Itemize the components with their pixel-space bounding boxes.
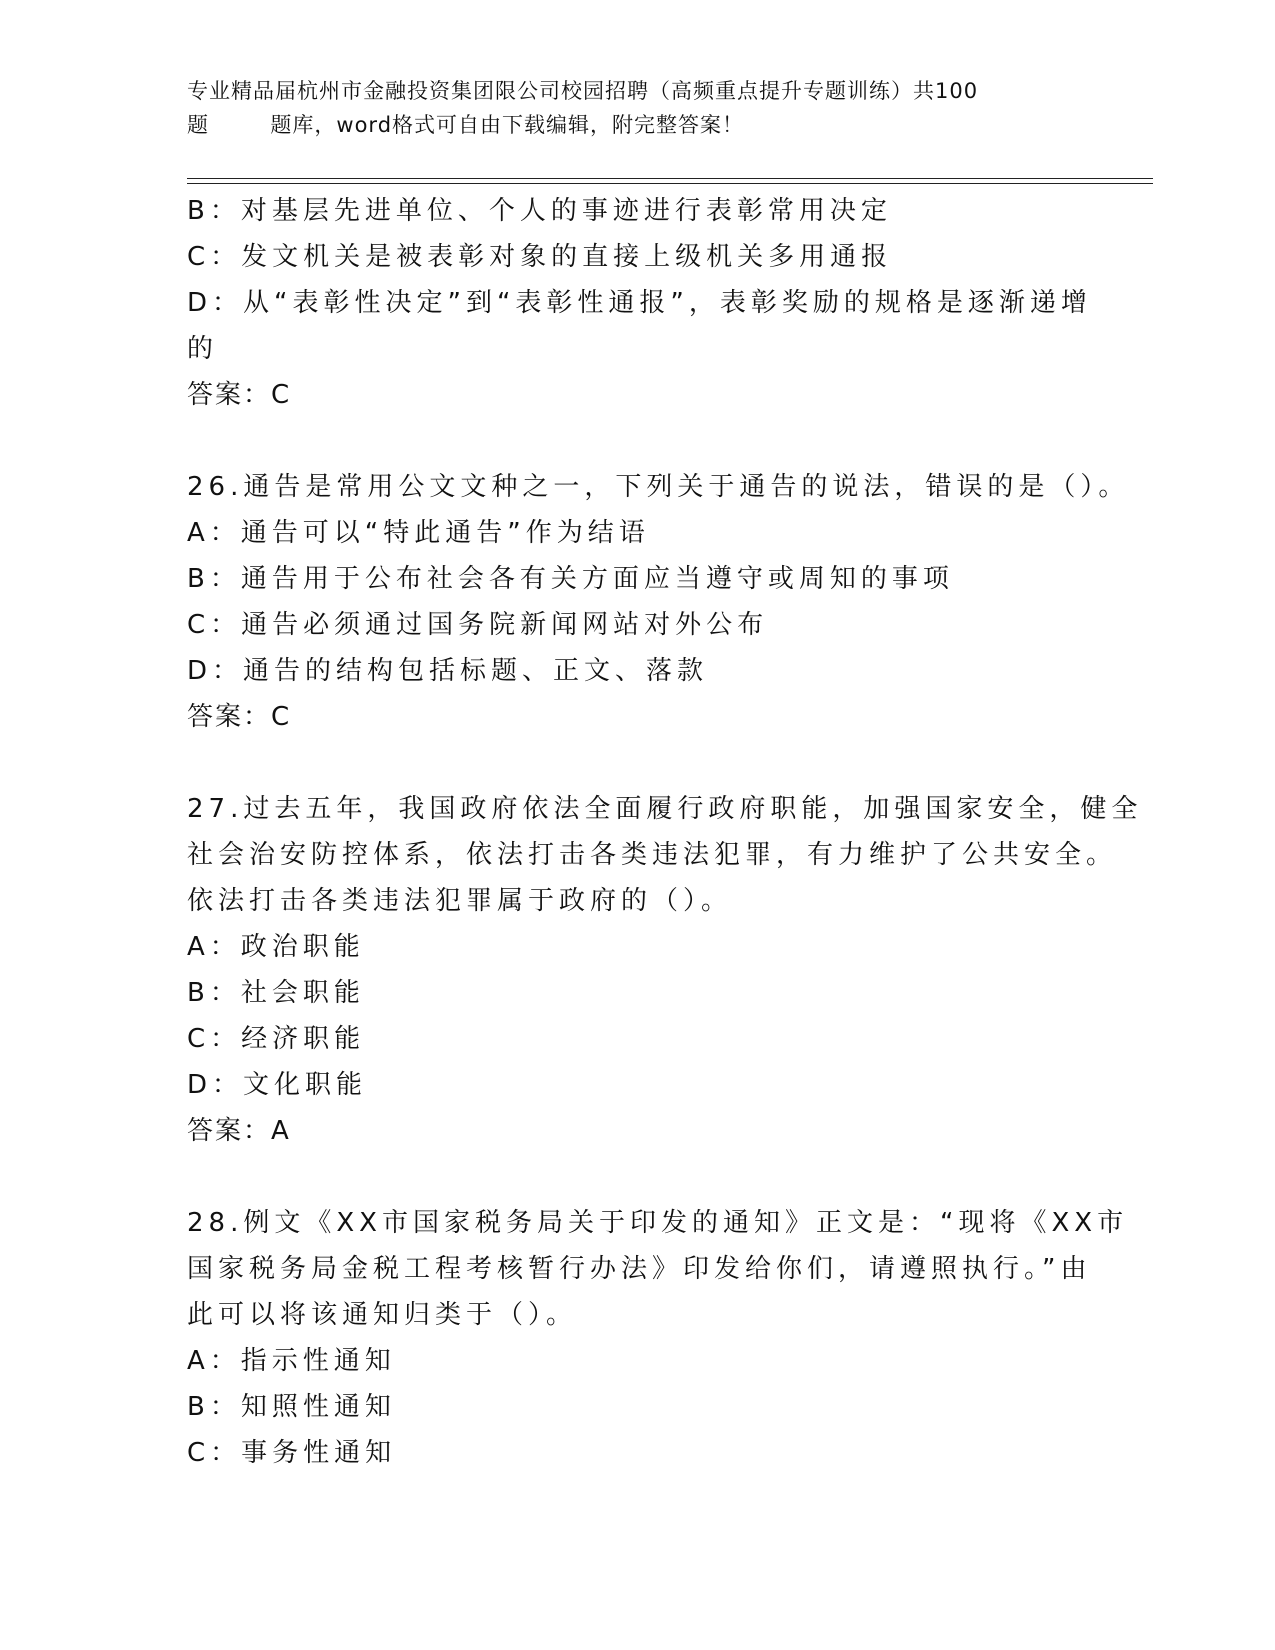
answer: 答案：A bbox=[187, 1116, 291, 1146]
question-27 bbox=[187, 786, 1143, 1154]
option-d: D：文化职能 bbox=[187, 1070, 368, 1100]
question-26 bbox=[187, 464, 1130, 740]
option-c: C：事务性通知 bbox=[187, 1438, 397, 1468]
option-b: B：社会职能 bbox=[187, 978, 365, 1008]
header-title-line-2: 题 题库，word格式可自由下载编辑，附完整答案！ bbox=[187, 113, 745, 137]
question-stem-continued: 社会治安防控体系，依法打击各类违法犯罪，有力维护了公共安全。 bbox=[187, 840, 1118, 870]
option-d: D：通告的结构包括标题、正文、落款 bbox=[187, 656, 709, 686]
answer: 答案：C bbox=[187, 702, 292, 732]
option-a: A：指示性通知 bbox=[187, 1346, 396, 1376]
header-title-line-1: 专业精品届杭州市金融投资集团限公司校园招聘（高频重点提升专题训练）共100 bbox=[187, 79, 979, 103]
question-28 bbox=[187, 1200, 1129, 1476]
answer: 答案：C bbox=[187, 380, 292, 410]
option-c: C：发文机关是被表彰对象的直接上级机关多用通报 bbox=[187, 242, 893, 272]
question-stem-continued: 此可以将该通知归类于（）。 bbox=[187, 1300, 578, 1330]
spacer bbox=[187, 418, 1087, 464]
header-divider-bottom bbox=[187, 183, 1153, 184]
question-25 bbox=[187, 188, 1092, 418]
option-b: B：知照性通知 bbox=[187, 1392, 396, 1422]
question-stem-continued: 依法打击各类违法犯罪属于政府的（）。 bbox=[187, 886, 733, 916]
option-a: A：政治职能 bbox=[187, 932, 365, 962]
spacer bbox=[187, 1154, 1087, 1200]
question-stem-continued: 国家税务局金税工程考核暂行办法》印发给你们，请遵照执行。”由 bbox=[187, 1254, 1092, 1284]
document-header bbox=[187, 74, 1087, 142]
question-stem: 26.通告是常用公文文种之一，下列关于通告的说法，错误的是（）。 bbox=[187, 472, 1130, 502]
spacer bbox=[187, 740, 1087, 786]
option-b: B：对基层先进单位、个人的事迹进行表彰常用决定 bbox=[187, 196, 892, 226]
option-d: D：从“表彰性决定”到“表彰性通报”，表彰奖励的规格是逐渐递增 bbox=[187, 288, 1092, 318]
option-c: C：经济职能 bbox=[187, 1024, 366, 1054]
question-stem: 27.过去五年，我国政府依法全面履行政府职能，加强国家安全，健全 bbox=[187, 794, 1143, 824]
option-b: B：通告用于公布社会各有关方面应当遵守或周知的事项 bbox=[187, 564, 954, 594]
option-d-continued: 的 bbox=[187, 334, 219, 364]
option-a: A：通告可以“特此通告”作为结语 bbox=[187, 518, 650, 548]
option-c: C：通告必须通过国务院新闻网站对外公布 bbox=[187, 610, 769, 640]
question-stem: 28.例文《XX市国家税务局关于印发的通知》正文是：“现将《XX市 bbox=[187, 1208, 1129, 1238]
question-list bbox=[187, 188, 1143, 1476]
header-divider-top bbox=[187, 178, 1153, 179]
